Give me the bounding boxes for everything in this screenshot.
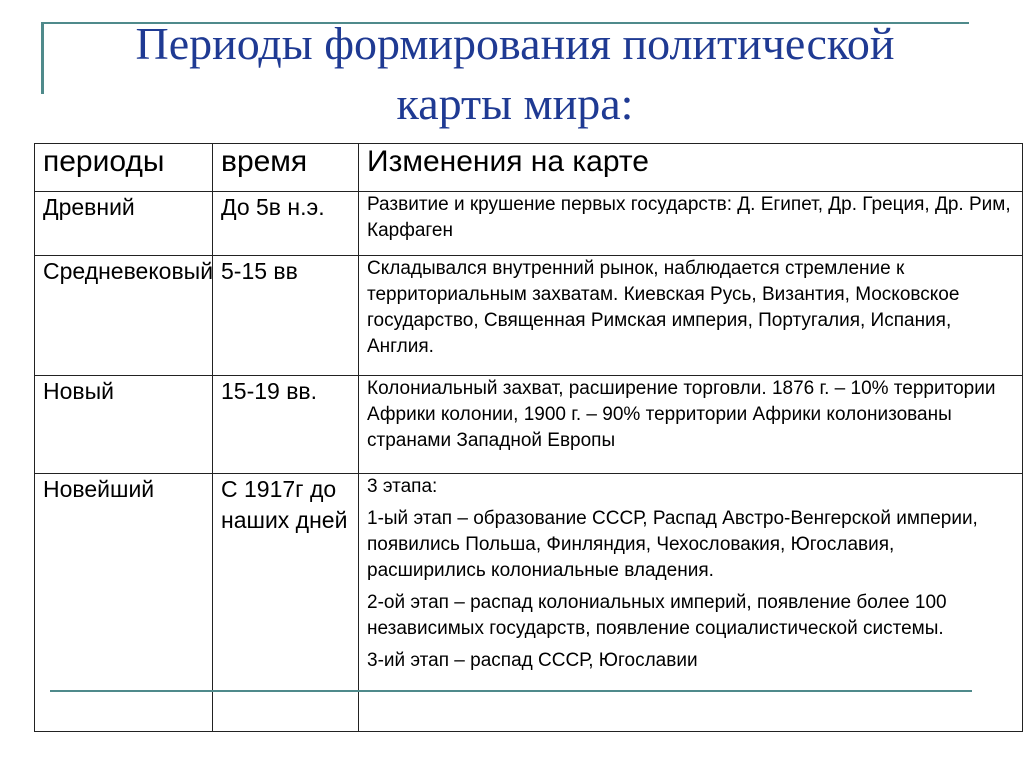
title-line-2: карты мира:: [396, 78, 634, 129]
period-cell: Новый: [35, 375, 213, 473]
periods-table: [34, 143, 1023, 732]
stage-3: 3-ий этап – распад СССР, Югославии: [367, 649, 698, 671]
changes-text: Складывался внутренний рынок, наблюдается стремление к территориальным захватам. Киевская Русь, Византия, Московское государство, Священная Римская империя, Португалия, Испания, Англия.: [367, 257, 960, 357]
stage-intro: 3 этапа:: [367, 475, 438, 497]
table-header-row: [35, 144, 1023, 192]
changes-cell: [359, 255, 1023, 375]
table-row: [35, 375, 1023, 473]
time-cell: С 1917г до наших дней: [213, 473, 359, 731]
header-periods: периоды: [35, 144, 213, 192]
header-time: время: [213, 144, 359, 192]
changes-cell: [359, 375, 1023, 473]
time-cell: До 5в н.э.: [213, 191, 359, 255]
period-cell: Древний: [35, 191, 213, 255]
slide-title: [60, 14, 970, 134]
table-row: [35, 255, 1023, 375]
title-line-1: Периоды формирования политической: [135, 18, 895, 69]
period-cell: Средневековый: [35, 255, 213, 375]
header-changes: Изменения на карте: [359, 144, 1023, 192]
changes-cell: [359, 191, 1023, 255]
stage-2: 2-ой этап – распад колониальных империй, появление более 100 независимых государств, появление социалистической системы.: [367, 591, 947, 639]
time-cell: 15-19 вв.: [213, 375, 359, 473]
decorative-vertical-line: [41, 22, 44, 94]
period-cell: Новейший: [35, 473, 213, 731]
time-cell: 5-15 вв: [213, 255, 359, 375]
table-row: [35, 473, 1023, 731]
table-row: [35, 191, 1023, 255]
changes-cell: [359, 473, 1023, 731]
changes-text: Развитие и крушение первых государств: Д. Египет, Др. Греция, Др. Рим, Карфаген: [367, 193, 1011, 241]
decorative-bottom-line: [50, 690, 972, 692]
changes-text: Колониальный захват, расширение торговли. 1876 г. – 10% территории Африки колонии, 1900 г. – 90% территории Африки колонизованы странами Западной Европы: [367, 377, 996, 451]
stage-1: 1-ый этап – образование СССР, Распад Австро-Венгерской империи, появились Польша, Финляндия, Чехословакия, Югославия, расширились колониальные владения.: [367, 507, 978, 581]
